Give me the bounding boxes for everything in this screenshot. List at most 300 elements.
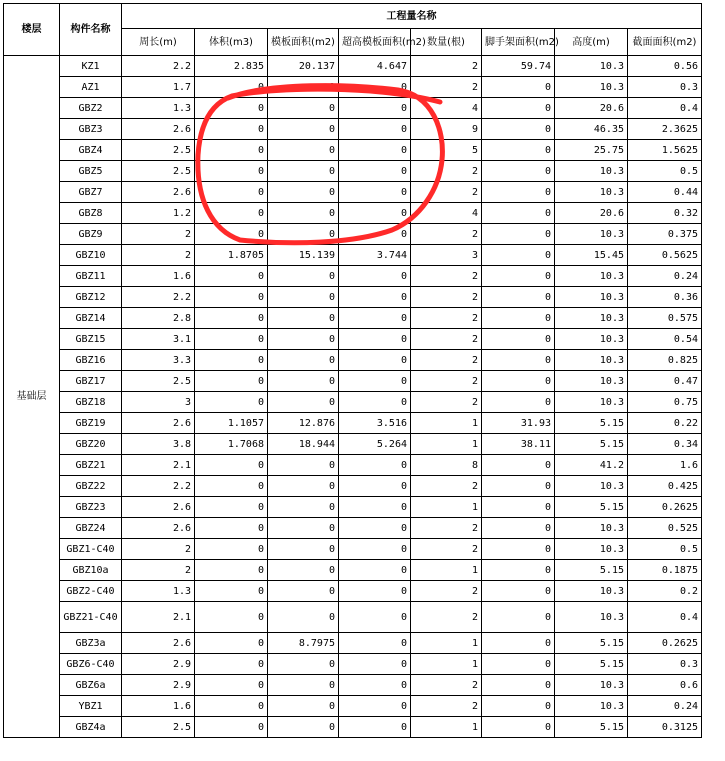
table-row: [4, 675, 702, 696]
value-cell: 0: [339, 560, 411, 581]
value-cell: 0.47: [628, 371, 702, 392]
value-cell: 10.3: [555, 77, 628, 98]
value-cell: 0: [339, 161, 411, 182]
table-row: [4, 539, 702, 560]
value-cell: 0.56: [628, 56, 702, 77]
value-cell: 3: [122, 392, 195, 413]
value-cell: 0: [482, 455, 555, 476]
value-cell: 1: [411, 654, 482, 675]
component-name-cell: GBZ10: [60, 245, 122, 266]
value-cell: 10.3: [555, 350, 628, 371]
value-cell: 0: [268, 392, 339, 413]
value-cell: 0: [339, 98, 411, 119]
table-row: [4, 455, 702, 476]
value-cell: 2: [411, 602, 482, 633]
value-cell: 0: [268, 182, 339, 203]
component-name-cell: GBZ14: [60, 308, 122, 329]
value-cell: 10.3: [555, 518, 628, 539]
value-cell: 0: [268, 602, 339, 633]
value-cell: 0: [195, 602, 268, 633]
value-cell: 0: [482, 350, 555, 371]
component-name-cell: GBZ6-C40: [60, 654, 122, 675]
value-cell: 0: [268, 455, 339, 476]
value-cell: 0: [482, 98, 555, 119]
value-cell: 0: [339, 182, 411, 203]
value-cell: 2: [411, 476, 482, 497]
value-cell: 0.22: [628, 413, 702, 434]
value-cell: 18.944: [268, 434, 339, 455]
value-cell: 0: [195, 77, 268, 98]
value-cell: 0: [195, 696, 268, 717]
column-header: 截面面积(m2): [628, 29, 702, 56]
quantity-table: [3, 3, 702, 738]
component-name-cell: KZ1: [60, 56, 122, 77]
value-cell: 1: [411, 717, 482, 738]
value-cell: 0: [268, 539, 339, 560]
value-cell: 5.15: [555, 654, 628, 675]
value-cell: 0.425: [628, 476, 702, 497]
value-cell: 2.6: [122, 413, 195, 434]
value-cell: 10.3: [555, 329, 628, 350]
value-cell: 2: [411, 371, 482, 392]
value-cell: 2: [411, 675, 482, 696]
component-name-cell: GBZ7: [60, 182, 122, 203]
table-row: [4, 56, 702, 77]
value-cell: 0: [339, 581, 411, 602]
component-name-cell: GBZ10a: [60, 560, 122, 581]
component-name-cell: GBZ3: [60, 119, 122, 140]
table-row: [4, 476, 702, 497]
value-cell: 0: [482, 77, 555, 98]
value-cell: 0: [482, 581, 555, 602]
value-cell: 0: [195, 654, 268, 675]
value-cell: 0: [339, 633, 411, 654]
value-cell: 10.3: [555, 266, 628, 287]
value-cell: 3.3: [122, 350, 195, 371]
component-name-cell: GBZ1-C40: [60, 539, 122, 560]
value-cell: 1.3: [122, 581, 195, 602]
component-name-cell: GBZ15: [60, 329, 122, 350]
value-cell: 0: [268, 654, 339, 675]
value-cell: 0: [268, 350, 339, 371]
value-cell: 8: [411, 455, 482, 476]
value-cell: 3.1: [122, 329, 195, 350]
value-cell: 0: [339, 287, 411, 308]
value-cell: 59.74: [482, 56, 555, 77]
value-cell: 5.15: [555, 717, 628, 738]
component-name-cell: GBZ21: [60, 455, 122, 476]
value-cell: 0: [339, 266, 411, 287]
component-name-cell: GBZ4: [60, 140, 122, 161]
component-name-cell: GBZ3a: [60, 633, 122, 654]
value-cell: 5.15: [555, 633, 628, 654]
component-name-cell: AZ1: [60, 77, 122, 98]
value-cell: 0: [482, 203, 555, 224]
value-cell: 2: [411, 161, 482, 182]
component-name-cell: GBZ12: [60, 287, 122, 308]
value-cell: 2.6: [122, 182, 195, 203]
value-cell: 2: [122, 245, 195, 266]
component-name-cell: GBZ9: [60, 224, 122, 245]
table-row: [4, 308, 702, 329]
value-cell: 3.8: [122, 434, 195, 455]
table-row: [4, 518, 702, 539]
value-cell: 1.7068: [195, 434, 268, 455]
value-cell: 0: [268, 581, 339, 602]
value-cell: 0: [482, 392, 555, 413]
value-cell: 2: [411, 224, 482, 245]
column-header: 模板面积(m2): [268, 29, 339, 56]
value-cell: 1: [411, 633, 482, 654]
value-cell: 0: [195, 392, 268, 413]
value-cell: 5: [411, 140, 482, 161]
value-cell: 0: [268, 287, 339, 308]
value-cell: 1.2: [122, 203, 195, 224]
value-cell: 0: [195, 224, 268, 245]
value-cell: 0: [268, 675, 339, 696]
value-cell: 2.2: [122, 476, 195, 497]
value-cell: 0: [268, 717, 339, 738]
value-cell: 4: [411, 203, 482, 224]
value-cell: 0: [339, 518, 411, 539]
value-cell: 46.35: [555, 119, 628, 140]
value-cell: 10.3: [555, 675, 628, 696]
value-cell: 2.6: [122, 119, 195, 140]
value-cell: 0: [268, 518, 339, 539]
value-cell: 0.2625: [628, 497, 702, 518]
column-header: 体积(m3): [195, 29, 268, 56]
value-cell: 0: [339, 371, 411, 392]
value-cell: 0: [268, 560, 339, 581]
value-cell: 10.3: [555, 581, 628, 602]
value-cell: 2.5: [122, 140, 195, 161]
value-cell: 0.75: [628, 392, 702, 413]
table-row: [4, 161, 702, 182]
value-cell: 0.4: [628, 602, 702, 633]
value-cell: 3.744: [339, 245, 411, 266]
value-cell: 0: [268, 371, 339, 392]
value-cell: 0.5625: [628, 245, 702, 266]
table-row: [4, 245, 702, 266]
value-cell: 0: [482, 654, 555, 675]
value-cell: 2: [411, 392, 482, 413]
value-cell: 0: [268, 161, 339, 182]
value-cell: 1.6: [628, 455, 702, 476]
value-cell: 0: [482, 308, 555, 329]
value-cell: 2.5: [122, 371, 195, 392]
value-cell: 1: [411, 497, 482, 518]
value-cell: 0: [339, 350, 411, 371]
value-cell: 20.6: [555, 203, 628, 224]
value-cell: 0: [268, 266, 339, 287]
value-cell: 0: [268, 497, 339, 518]
value-cell: 2.6: [122, 633, 195, 654]
value-cell: 8.7975: [268, 633, 339, 654]
value-cell: 0.3: [628, 77, 702, 98]
value-cell: 0.2: [628, 581, 702, 602]
value-cell: 20.6: [555, 98, 628, 119]
table-row: [4, 287, 702, 308]
value-cell: 2: [122, 560, 195, 581]
value-cell: 25.75: [555, 140, 628, 161]
value-cell: 2.8: [122, 308, 195, 329]
value-cell: 0: [339, 224, 411, 245]
table-row: [4, 392, 702, 413]
value-cell: 2.3625: [628, 119, 702, 140]
value-cell: 0.36: [628, 287, 702, 308]
value-cell: 2.9: [122, 654, 195, 675]
value-cell: 0: [268, 329, 339, 350]
value-cell: 2: [411, 696, 482, 717]
table-row: [4, 266, 702, 287]
value-cell: 1: [411, 434, 482, 455]
table-row: [4, 329, 702, 350]
value-cell: 4: [411, 98, 482, 119]
value-cell: 15.45: [555, 245, 628, 266]
value-cell: 2: [411, 539, 482, 560]
value-cell: 2: [411, 77, 482, 98]
value-cell: 10.3: [555, 602, 628, 633]
value-cell: 0: [339, 329, 411, 350]
value-cell: 0: [482, 518, 555, 539]
value-cell: 0.6: [628, 675, 702, 696]
value-cell: 0: [339, 140, 411, 161]
value-cell: 0: [195, 560, 268, 581]
value-cell: 0.3125: [628, 717, 702, 738]
value-cell: 2: [411, 182, 482, 203]
value-cell: 0.24: [628, 696, 702, 717]
value-cell: 0: [482, 119, 555, 140]
value-cell: 0: [195, 308, 268, 329]
value-cell: 3: [411, 245, 482, 266]
component-name-cell: GBZ11: [60, 266, 122, 287]
value-cell: 0: [268, 696, 339, 717]
component-name-cell: GBZ18: [60, 392, 122, 413]
value-cell: 0: [482, 696, 555, 717]
value-cell: 0: [339, 476, 411, 497]
value-cell: 2.835: [195, 56, 268, 77]
value-cell: 0: [268, 119, 339, 140]
value-cell: 2: [122, 539, 195, 560]
value-cell: 2: [411, 287, 482, 308]
value-cell: 0: [339, 696, 411, 717]
value-cell: 0: [195, 266, 268, 287]
table-row: [4, 654, 702, 675]
value-cell: 0: [482, 539, 555, 560]
value-cell: 5.15: [555, 560, 628, 581]
value-cell: 2: [411, 518, 482, 539]
value-cell: 3.516: [339, 413, 411, 434]
component-name-cell: GBZ23: [60, 497, 122, 518]
value-cell: 0: [195, 119, 268, 140]
value-cell: 1.3: [122, 98, 195, 119]
value-cell: 0.3: [628, 654, 702, 675]
value-cell: 0: [195, 329, 268, 350]
quantity-group-header: 工程量名称: [122, 4, 702, 29]
value-cell: 0: [268, 77, 339, 98]
value-cell: 1.5625: [628, 140, 702, 161]
component-name-cell: GBZ2-C40: [60, 581, 122, 602]
value-cell: 0: [195, 182, 268, 203]
value-cell: 0: [482, 266, 555, 287]
value-cell: 0: [339, 497, 411, 518]
value-cell: 0: [482, 560, 555, 581]
value-cell: 0: [268, 224, 339, 245]
column-header: 高度(m): [555, 29, 628, 56]
value-cell: 5.15: [555, 413, 628, 434]
value-cell: 0.44: [628, 182, 702, 203]
value-cell: 0: [339, 308, 411, 329]
value-cell: 0.4: [628, 98, 702, 119]
value-cell: 4.647: [339, 56, 411, 77]
table-row: [4, 497, 702, 518]
table-row: [4, 581, 702, 602]
value-cell: 10.3: [555, 161, 628, 182]
value-cell: 0: [195, 581, 268, 602]
value-cell: 0.5: [628, 539, 702, 560]
component-name-cell: GBZ17: [60, 371, 122, 392]
value-cell: 0.575: [628, 308, 702, 329]
value-cell: 0.5: [628, 161, 702, 182]
component-name-cell: GBZ16: [60, 350, 122, 371]
component-name-cell: GBZ24: [60, 518, 122, 539]
component-name-cell: GBZ2: [60, 98, 122, 119]
value-cell: 2.1: [122, 455, 195, 476]
value-cell: 0: [339, 654, 411, 675]
value-cell: 0: [195, 140, 268, 161]
value-cell: 0: [339, 539, 411, 560]
value-cell: 0: [482, 371, 555, 392]
value-cell: 0: [195, 203, 268, 224]
value-cell: 0: [482, 633, 555, 654]
value-cell: 0: [268, 308, 339, 329]
column-header: 周长(m): [122, 29, 195, 56]
value-cell: 0: [195, 717, 268, 738]
component-name-cell: GBZ6a: [60, 675, 122, 696]
value-cell: 10.3: [555, 56, 628, 77]
component-header: 构件名称: [60, 4, 122, 56]
value-cell: 0: [482, 287, 555, 308]
table-row: [4, 696, 702, 717]
value-cell: 10.3: [555, 539, 628, 560]
table-row: [4, 203, 702, 224]
value-cell: 0: [195, 350, 268, 371]
value-cell: 2: [411, 308, 482, 329]
value-cell: 20.137: [268, 56, 339, 77]
value-cell: 0: [339, 602, 411, 633]
value-cell: 10.3: [555, 287, 628, 308]
value-cell: 10.3: [555, 696, 628, 717]
value-cell: 10.3: [555, 392, 628, 413]
table-row: [4, 119, 702, 140]
value-cell: 0: [268, 203, 339, 224]
value-cell: 0.54: [628, 329, 702, 350]
value-cell: 0: [482, 476, 555, 497]
value-cell: 1.6: [122, 266, 195, 287]
value-cell: 2: [122, 224, 195, 245]
value-cell: 0.825: [628, 350, 702, 371]
value-cell: 10.3: [555, 476, 628, 497]
value-cell: 0: [482, 161, 555, 182]
value-cell: 0: [339, 675, 411, 696]
value-cell: 2.1: [122, 602, 195, 633]
component-name-cell: GBZ8: [60, 203, 122, 224]
value-cell: 0: [195, 539, 268, 560]
value-cell: 1.7: [122, 77, 195, 98]
value-cell: 0.2625: [628, 633, 702, 654]
component-name-cell: GBZ21-C40: [60, 602, 122, 633]
value-cell: 0: [339, 717, 411, 738]
value-cell: 0.375: [628, 224, 702, 245]
value-cell: 0: [482, 675, 555, 696]
value-cell: 2.6: [122, 518, 195, 539]
value-cell: 2: [411, 329, 482, 350]
value-cell: 0: [195, 287, 268, 308]
value-cell: 0: [339, 119, 411, 140]
value-cell: 0: [268, 140, 339, 161]
value-cell: 2: [411, 56, 482, 77]
value-cell: 0: [482, 717, 555, 738]
value-cell: 2: [411, 350, 482, 371]
column-header: 超高模板面积(m2): [339, 29, 411, 56]
value-cell: 0.24: [628, 266, 702, 287]
value-cell: 2.2: [122, 56, 195, 77]
component-name-cell: YBZ1: [60, 696, 122, 717]
table-row: [4, 413, 702, 434]
value-cell: 12.876: [268, 413, 339, 434]
value-cell: 10.3: [555, 182, 628, 203]
value-cell: 1: [411, 413, 482, 434]
value-cell: 10.3: [555, 371, 628, 392]
value-cell: 5.15: [555, 497, 628, 518]
floor-cell: 基础层: [4, 56, 60, 738]
value-cell: 1.1057: [195, 413, 268, 434]
table-row: [4, 602, 702, 633]
value-cell: 5.264: [339, 434, 411, 455]
component-name-cell: GBZ19: [60, 413, 122, 434]
value-cell: 0: [339, 455, 411, 476]
value-cell: 0: [195, 675, 268, 696]
value-cell: 0: [482, 602, 555, 633]
value-cell: 0: [195, 455, 268, 476]
value-cell: 0: [195, 98, 268, 119]
value-cell: 0: [195, 371, 268, 392]
table-row: [4, 77, 702, 98]
value-cell: 0: [195, 633, 268, 654]
table-row: [4, 98, 702, 119]
value-cell: 0: [482, 224, 555, 245]
table-row: [4, 350, 702, 371]
column-header: 脚手架面积(m2): [482, 29, 555, 56]
value-cell: 0: [268, 476, 339, 497]
value-cell: 0.1875: [628, 560, 702, 581]
value-cell: 1.8705: [195, 245, 268, 266]
value-cell: 38.11: [482, 434, 555, 455]
value-cell: 2.9: [122, 675, 195, 696]
floor-header: 楼层: [4, 4, 60, 56]
column-header: 数量(根): [411, 29, 482, 56]
value-cell: 0: [268, 98, 339, 119]
table-row: [4, 560, 702, 581]
table-row: [4, 140, 702, 161]
value-cell: 31.93: [482, 413, 555, 434]
component-name-cell: GBZ20: [60, 434, 122, 455]
value-cell: 0.525: [628, 518, 702, 539]
component-name-cell: GBZ4a: [60, 717, 122, 738]
table-row: [4, 434, 702, 455]
component-name-cell: GBZ5: [60, 161, 122, 182]
value-cell: 1: [411, 560, 482, 581]
